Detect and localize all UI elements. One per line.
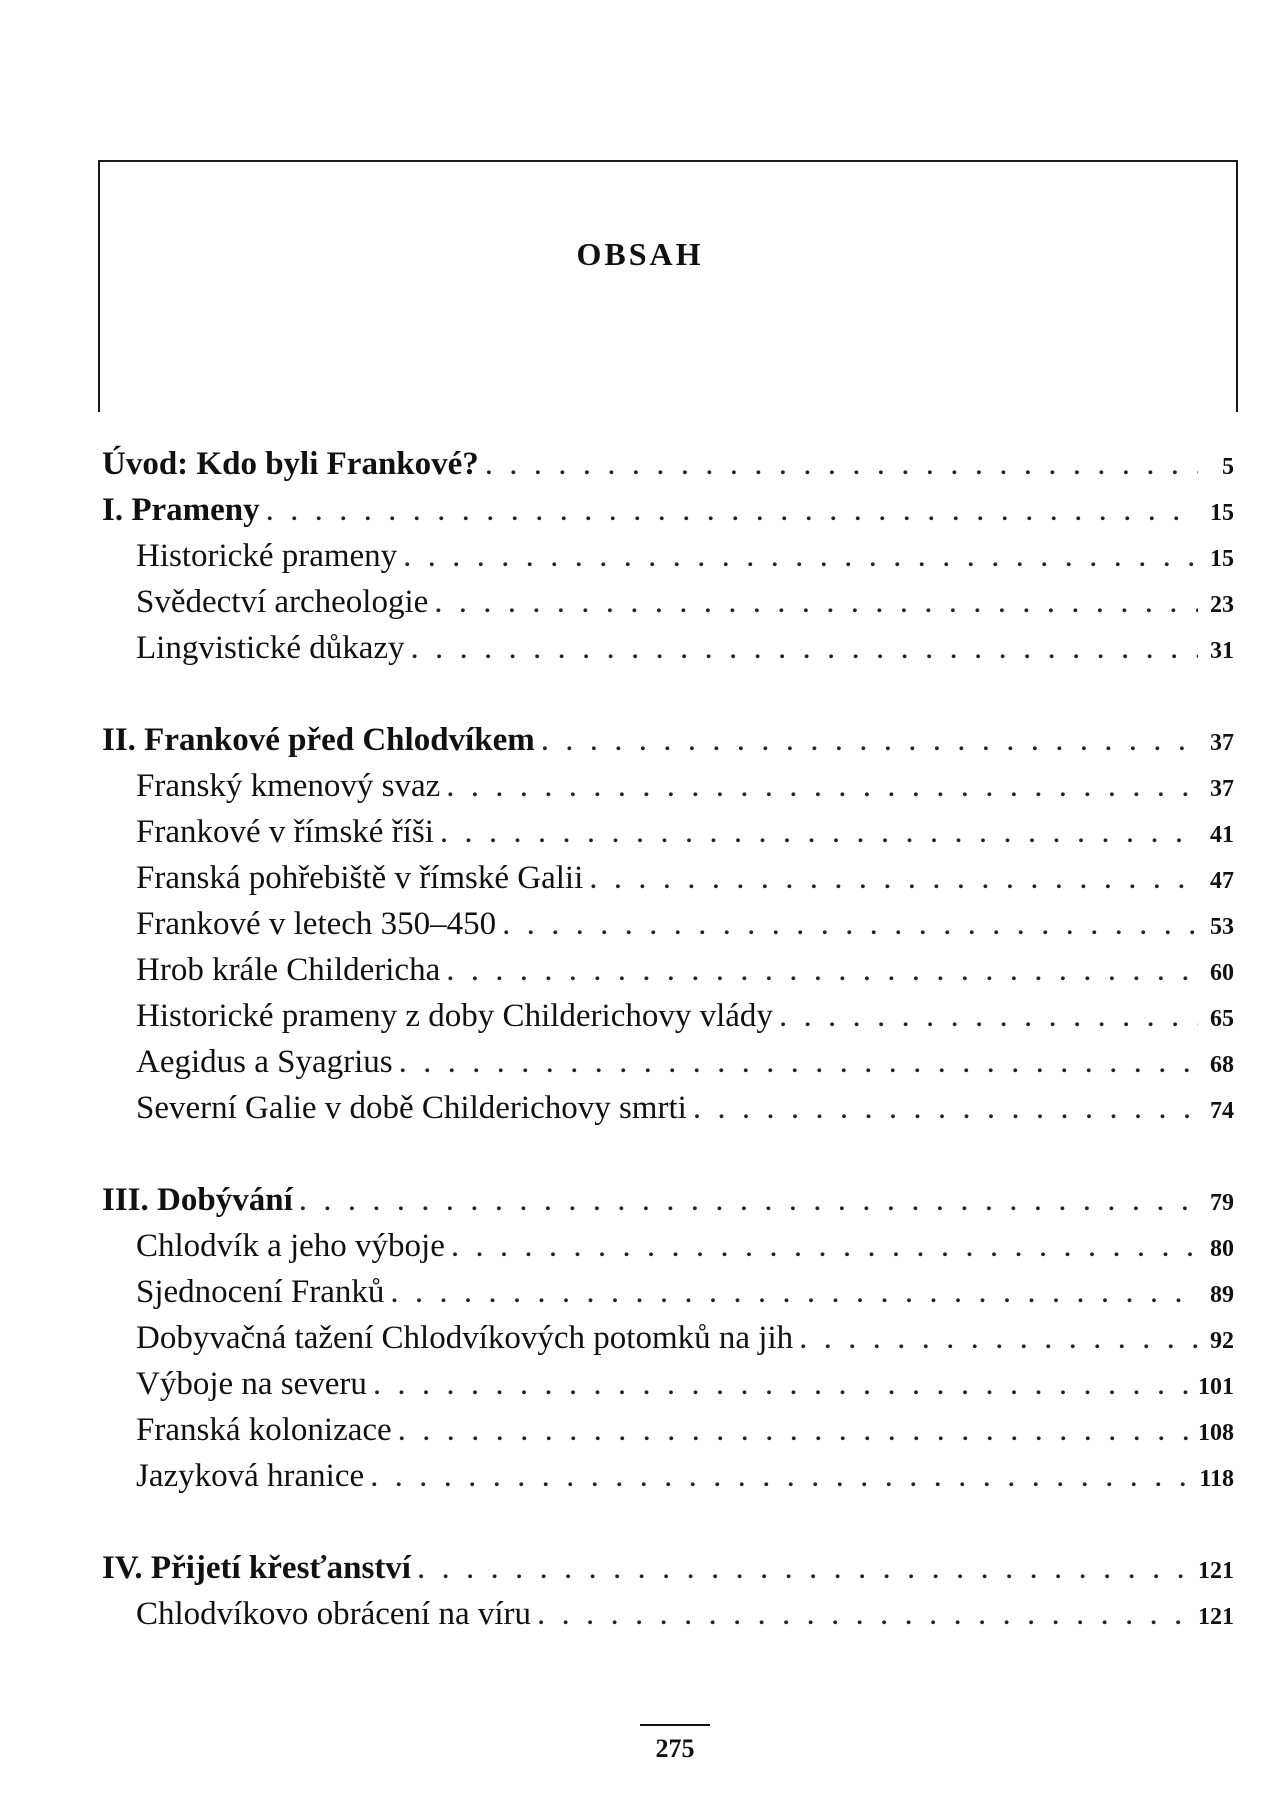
toc-entry-label: III. Dobývání <box>102 1182 293 1218</box>
leader-dots <box>373 1366 1192 1403</box>
toc-subentry <box>102 1366 1234 1412</box>
toc-entry-page: 37 <box>1210 730 1234 756</box>
leader-dots <box>403 538 1198 575</box>
toc-entry-page: 74 <box>1210 1098 1234 1124</box>
toc-entry-label: Frankové v římské říši <box>136 814 434 850</box>
table-of-contents <box>102 446 1234 1642</box>
leader-dots <box>440 814 1198 851</box>
toc-entry-page: 31 <box>1210 638 1234 664</box>
leader-dots <box>541 722 1198 759</box>
toc-entry-page: 92 <box>1210 1328 1234 1354</box>
toc-subentry <box>102 1090 1234 1136</box>
toc-subentry <box>102 768 1234 814</box>
leader-dots <box>799 1320 1198 1357</box>
toc-entry-page: 121 <box>1198 1558 1234 1584</box>
toc-subentry <box>102 952 1234 998</box>
toc-entry-label: Hrob krále Childericha <box>136 952 441 988</box>
toc-chapter-1 <box>102 492 1234 538</box>
toc-entry-page: 15 <box>1210 546 1234 572</box>
toc-subentry <box>102 1044 1234 1090</box>
toc-entry-page: 89 <box>1210 1282 1234 1308</box>
toc-entry-label: Chlodvíkovo obrácení na víru <box>136 1596 532 1632</box>
toc-subentry <box>102 906 1234 952</box>
toc-chapter-4 <box>102 1550 1234 1596</box>
leader-dots <box>451 1228 1198 1265</box>
leader-dots <box>446 952 1198 989</box>
toc-entry-label: Sjednocení Franků <box>136 1274 385 1310</box>
toc-subentry <box>102 860 1234 906</box>
toc-chapter-2 <box>102 722 1234 768</box>
header-frame <box>98 160 1238 412</box>
toc-entry-label: Jazyková hranice <box>136 1458 365 1494</box>
leader-dots <box>299 1182 1198 1219</box>
leader-dots <box>502 906 1198 943</box>
leader-dots <box>370 1458 1193 1495</box>
toc-subentry <box>102 998 1234 1044</box>
leader-dots <box>417 1550 1192 1587</box>
toc-entry-page: 101 <box>1198 1374 1234 1400</box>
leader-dots <box>266 492 1198 529</box>
toc-entry-page: 80 <box>1210 1236 1234 1262</box>
toc-entry-label: Aegidus a Syagrius <box>136 1044 393 1080</box>
toc-chapter-3 <box>102 1182 1234 1228</box>
toc-entry-page: 60 <box>1210 960 1234 986</box>
toc-entry-page: 108 <box>1198 1420 1234 1446</box>
toc-entry-page: 41 <box>1210 822 1234 848</box>
section-spacer <box>102 1504 1234 1550</box>
toc-entry-label: Svědectví archeologie <box>136 584 429 620</box>
toc-entry-label: Chlodvík a jeho výboje <box>136 1228 445 1264</box>
toc-entry-page: 79 <box>1210 1190 1234 1216</box>
toc-subentry <box>102 1320 1234 1366</box>
toc-subentry <box>102 584 1234 630</box>
page-title: OBSAH <box>576 236 704 272</box>
toc-entry-label: Frankové v letech 350–450 <box>136 906 497 942</box>
toc-entry-label: Franská kolonizace <box>136 1412 392 1448</box>
toc-entry-label: Franský kmenový svaz <box>136 768 441 804</box>
toc-entry-page: 65 <box>1210 1006 1234 1032</box>
section-spacer <box>102 676 1234 722</box>
toc-entry-page: 23 <box>1210 592 1234 618</box>
leader-dots <box>390 1274 1198 1311</box>
toc-entry-label: Severní Galie v době Childerichovy smrti <box>136 1090 687 1126</box>
toc-entry-page: 47 <box>1210 868 1234 894</box>
toc-entry-page: 68 <box>1210 1052 1234 1078</box>
toc-entry-label: Historické prameny <box>136 538 398 574</box>
toc-entry-label: I. Prameny <box>102 492 260 528</box>
toc-subentry <box>102 538 1234 584</box>
toc-subentry <box>102 1274 1234 1320</box>
toc-entry-page: 53 <box>1210 914 1234 940</box>
toc-entry-label: Franská pohřebiště v římské Galii <box>136 860 584 896</box>
leader-dots <box>411 630 1198 667</box>
toc-entry-page: 5 <box>1222 454 1234 480</box>
folio-rule <box>640 1724 710 1726</box>
toc-subentry <box>102 1228 1234 1274</box>
toc-entry-label: Historické prameny z doby Childerichovy vlády <box>136 998 773 1034</box>
page-number: 275 <box>655 1734 695 1763</box>
toc-entry-page: 118 <box>1199 1466 1234 1492</box>
toc-entry-label: Dobyvačná tažení Chlodvíkových potomků na jih <box>136 1320 794 1356</box>
leader-dots <box>434 584 1198 621</box>
leader-dots <box>398 1412 1192 1449</box>
toc-entry-label: Lingvistické důkazy <box>136 630 405 666</box>
toc-subentry <box>102 1458 1234 1504</box>
toc-subentry <box>102 630 1234 676</box>
leader-dots <box>589 860 1198 897</box>
toc-entry-label: Úvod: Kdo byli Frankové? <box>102 446 479 482</box>
toc-entry-intro <box>102 446 1234 492</box>
leader-dots <box>446 768 1198 805</box>
section-spacer <box>102 1136 1234 1182</box>
toc-entry-label: IV. Přijetí křesťanství <box>102 1550 411 1586</box>
leader-dots <box>399 1044 1198 1081</box>
toc-subentry <box>102 1412 1234 1458</box>
toc-subentry <box>102 1596 1234 1642</box>
leader-dots <box>537 1596 1192 1633</box>
toc-entry-label: Výboje na severu <box>136 1366 367 1402</box>
toc-entry-page: 15 <box>1210 500 1234 526</box>
toc-entry-label: II. Frankové před Chlodvíkem <box>102 722 535 758</box>
leader-dots <box>485 446 1198 483</box>
toc-entry-page: 121 <box>1198 1604 1234 1630</box>
toc-entry-page: 37 <box>1210 776 1234 802</box>
toc-subentry <box>102 814 1234 860</box>
leader-dots <box>693 1090 1198 1127</box>
leader-dots <box>779 998 1198 1035</box>
